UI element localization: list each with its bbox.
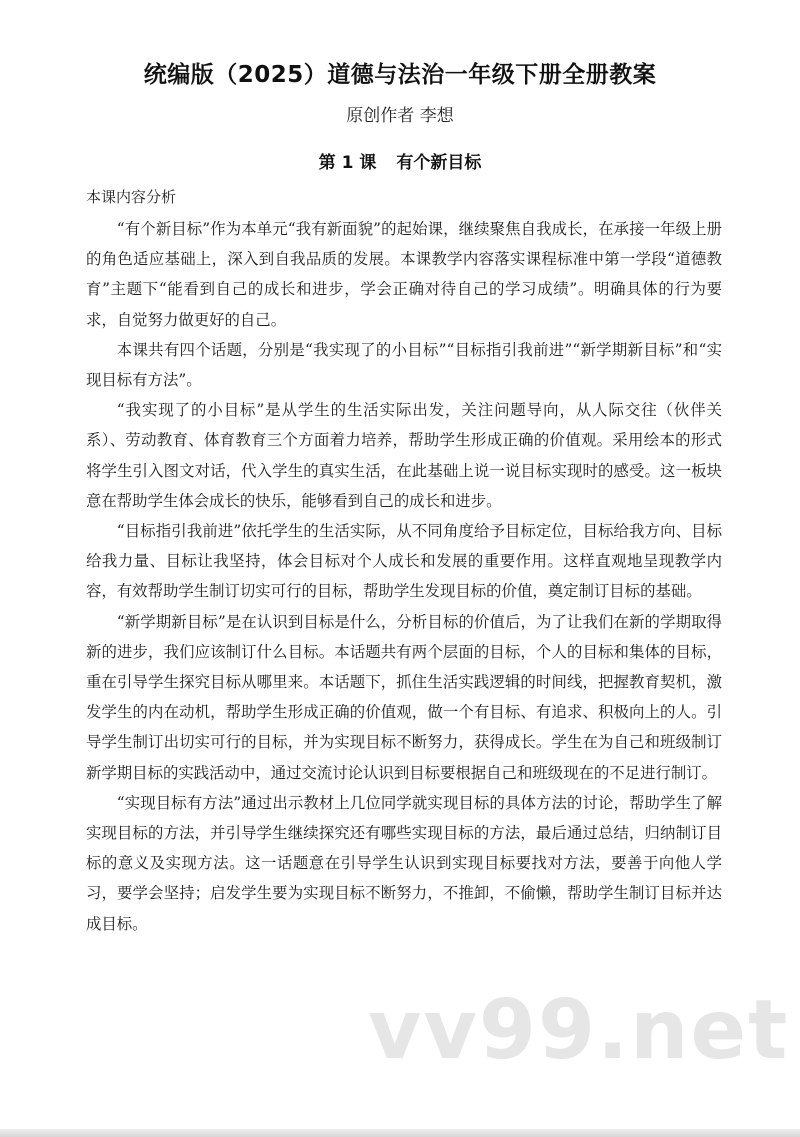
paragraph: “有个新目标”作为本单元“我有新面貌”的起始课，继续聚焦自我成长，在承接一年级上册的角色适应基础上，深入到自我品质的发展。本课教学内容落实课程标准中第一学段“道德教育”主题下“能看到自己的成长和进步，学会正确对待自己的学习成绩”。明确具体的行为要求，自觉努力做更好的自己。 bbox=[86, 220, 722, 329]
lesson-name: 有个新目标 bbox=[396, 153, 482, 173]
lesson-number: 第 1 课 bbox=[318, 153, 377, 173]
paragraph: “新学期新目标”是在认识到目标是什么，分析目标的价值后，为了让我们在新的学期取得新的进步，我们应该制订什么目标。本话题共有两个层面的目标，个人的目标和集体的目标，重在引导学生探究目标从哪里来。本话题下，抓住生活实践逻辑的时间线，把握教育契机，激发学生的内在动机，帮助学生形成正确的价值观，做一个有目标、有追求、积极向上的人。引导学生制订出切实可行的目标，并为实现目标不断努力，获得成长。学生在为自己和班级制订新学期目标的实践活动中，通过交流讨论认识到目标要根据自己和班级现在的不足进行制订。 bbox=[86, 612, 722, 782]
paragraph: “目标指引我前进”依托学生的生活实际，从不同角度给予目标定位，目标给我方向、目标给我力量、目标让我坚持，体会目标对个人成长和发展的重要作用。这样直观地呈现教学内容，有效帮助学生制订切实可行的目标，帮助学生发现目标的价值，奠定制订目标的基础。 bbox=[86, 522, 722, 601]
author-line: 原创作者 李想 bbox=[346, 106, 454, 126]
section-label: 本课内容分析 bbox=[86, 188, 177, 206]
watermark: vv99.net bbox=[368, 983, 790, 1078]
page-bottom-edge bbox=[0, 1129, 800, 1137]
body-text bbox=[86, 214, 722, 939]
paragraph: 本课共有四个话题，分别是“我实现了的小目标”“目标指引我前进”“新学期新目标”和“实现目标有方法”。 bbox=[86, 340, 722, 390]
lesson-heading bbox=[0, 148, 800, 173]
paragraph: “实现目标有方法”通过出示教材上几位同学就实现目标的具体方法的讨论，帮助学生了解实现目标的方法，并引导学生继续探究还有哪些实现目标的方法，最后通过总结，归纳制订目标的意义及实现方法。这一话题意在引导学生认识到实现目标要找对方法，要善于向他人学习，要学会坚持；启发学生要为实现目标不断努力，不推卸，不偷懒，帮助学生制订目标并达成目标。 bbox=[86, 793, 722, 933]
document-title: 统编版（2025）道德与法治一年级下册全册教案 bbox=[143, 62, 657, 88]
paragraph: “我实现了的小目标”是从学生的生活实际出发，关注问题导向，从人际交往（伙伴关系）、劳动教育、体育教育三个方面着力培养，帮助学生形成正确的价值观。采用绘本的形式将学生引入图文对话，代入学生的真实生活，在此基础上说一说目标实现时的感受。这一板块意在帮助学生体会成长的快乐，能够看到自己的成长和进步。 bbox=[86, 401, 722, 510]
